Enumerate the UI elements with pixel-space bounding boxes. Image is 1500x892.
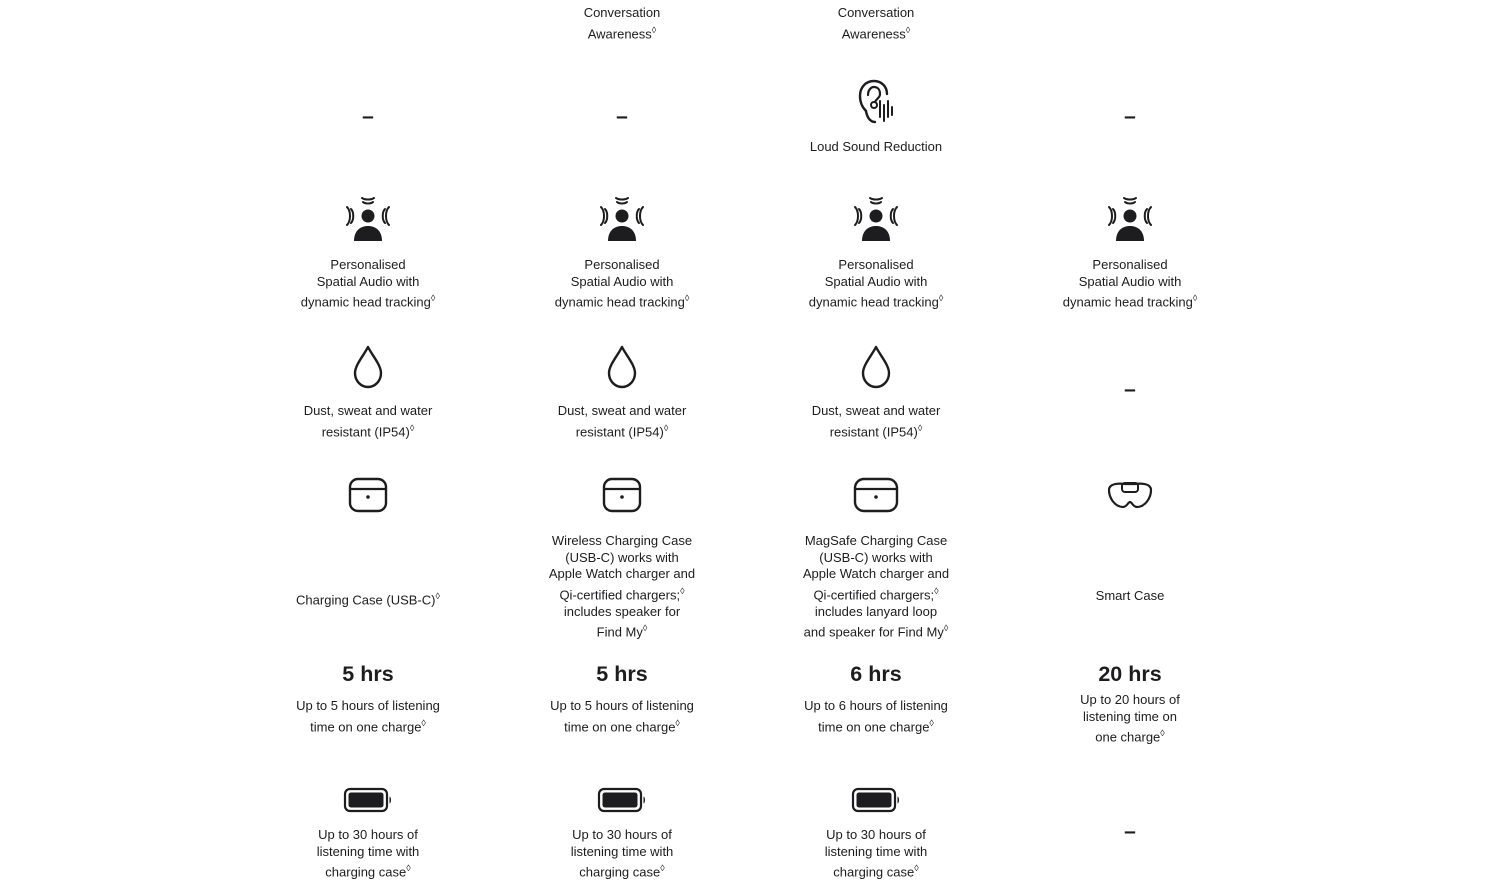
- loud-sound-col2: [507, 107, 737, 127]
- case-col2: Wireless Charging Case (USB-C) works with Apple Watch charger and Qi-certified chargers;◊ includes speaker for Find My◊: [507, 477, 737, 641]
- loud-sound-col4: [1015, 107, 1245, 127]
- not-available-dash: –: [616, 105, 628, 128]
- water-drop-icon: [860, 345, 892, 389]
- battery-col1: Up to 30 hours of listening time with charging case◊: [253, 787, 483, 881]
- smart-case-label: Smart Case: [1095, 588, 1165, 603]
- water-drop-icon: [606, 345, 638, 389]
- not-available-dash: –: [1124, 105, 1136, 128]
- listening-hours-value: 5 hrs: [596, 662, 648, 686]
- charging-case-icon: [348, 477, 388, 513]
- loud-sound-col3: [761, 79, 991, 156]
- water-drop-icon: [352, 345, 384, 389]
- battery-col4: [1015, 822, 1245, 842]
- smart-case-icon: [1105, 480, 1155, 510]
- listening-time-col1: 5 hrs Up to 5 hours of listening time on one charge◊: [296, 662, 440, 734]
- listening-time-col2: 5 hrs Up to 5 hours of listening time on one charge◊: [550, 662, 694, 734]
- battery-col2: Up to 30 hours of listening time with charging case◊: [507, 787, 737, 881]
- loud-sound-label: Loud Sound Reduction: [809, 139, 943, 154]
- water-resist-col2: Dust, sweat and water resistant (IP54)◊: [507, 345, 737, 441]
- case-col4: [1015, 480, 1245, 605]
- listening-time-col4: 20 hrs Up to 20 hours of listening time on one charge◊: [1080, 662, 1180, 745]
- spatial-audio-icon: [346, 195, 390, 243]
- not-available-dash: –: [1124, 378, 1136, 401]
- spatial-audio-icon: [1108, 195, 1152, 243]
- case-col3: MagSafe Charging Case (USB-C) works with Apple Watch charger and Qi-certified chargers;◊ includes lanyard loop and speaker for Find My◊: [761, 477, 991, 641]
- spatial-audio-icon: [854, 195, 898, 243]
- battery-icon: [597, 787, 647, 813]
- water-resist-col1: Dust, sweat and water resistant (IP54)◊: [253, 345, 483, 441]
- spatial-audio-icon: [600, 195, 644, 243]
- listening-time-col3: 6 hrs Up to 6 hours of listening time on one charge◊: [804, 662, 948, 734]
- listening-hours-value: 6 hrs: [850, 662, 902, 686]
- spatial-audio-col3: Personalised Spatial Audio with dynamic head tracking◊: [761, 195, 991, 311]
- water-resist-col3: Dust, sweat and water resistant (IP54)◊: [761, 345, 991, 441]
- listening-hours-value: 20 hrs: [1098, 662, 1162, 686]
- charging-case-icon: [602, 477, 642, 513]
- ear-sound-icon: [856, 79, 896, 125]
- spatial-audio-col1: Personalised Spatial Audio with dynamic head tracking◊: [253, 195, 483, 311]
- spatial-audio-col2: Personalised Spatial Audio with dynamic head tracking◊: [507, 195, 737, 311]
- magsafe-case-icon: [853, 477, 899, 513]
- spatial-audio-col4: Personalised Spatial Audio with dynamic head tracking◊: [1015, 195, 1245, 311]
- battery-icon: [343, 787, 393, 813]
- not-available-dash: –: [1124, 820, 1136, 843]
- battery-col3: Up to 30 hours of listening time with charging case◊: [761, 787, 991, 881]
- listening-hours-value: 5 hrs: [342, 662, 394, 686]
- battery-icon: [851, 787, 901, 813]
- loud-sound-col1: [253, 107, 483, 127]
- case-col1: Charging Case (USB-C)◊: [253, 477, 483, 609]
- water-resist-col4: [1015, 380, 1245, 400]
- conversation-awareness-col2: Conversation Awareness◊: [583, 5, 661, 41]
- conversation-awareness-col3: Conversation Awareness◊: [837, 5, 915, 41]
- not-available-dash: –: [362, 105, 374, 128]
